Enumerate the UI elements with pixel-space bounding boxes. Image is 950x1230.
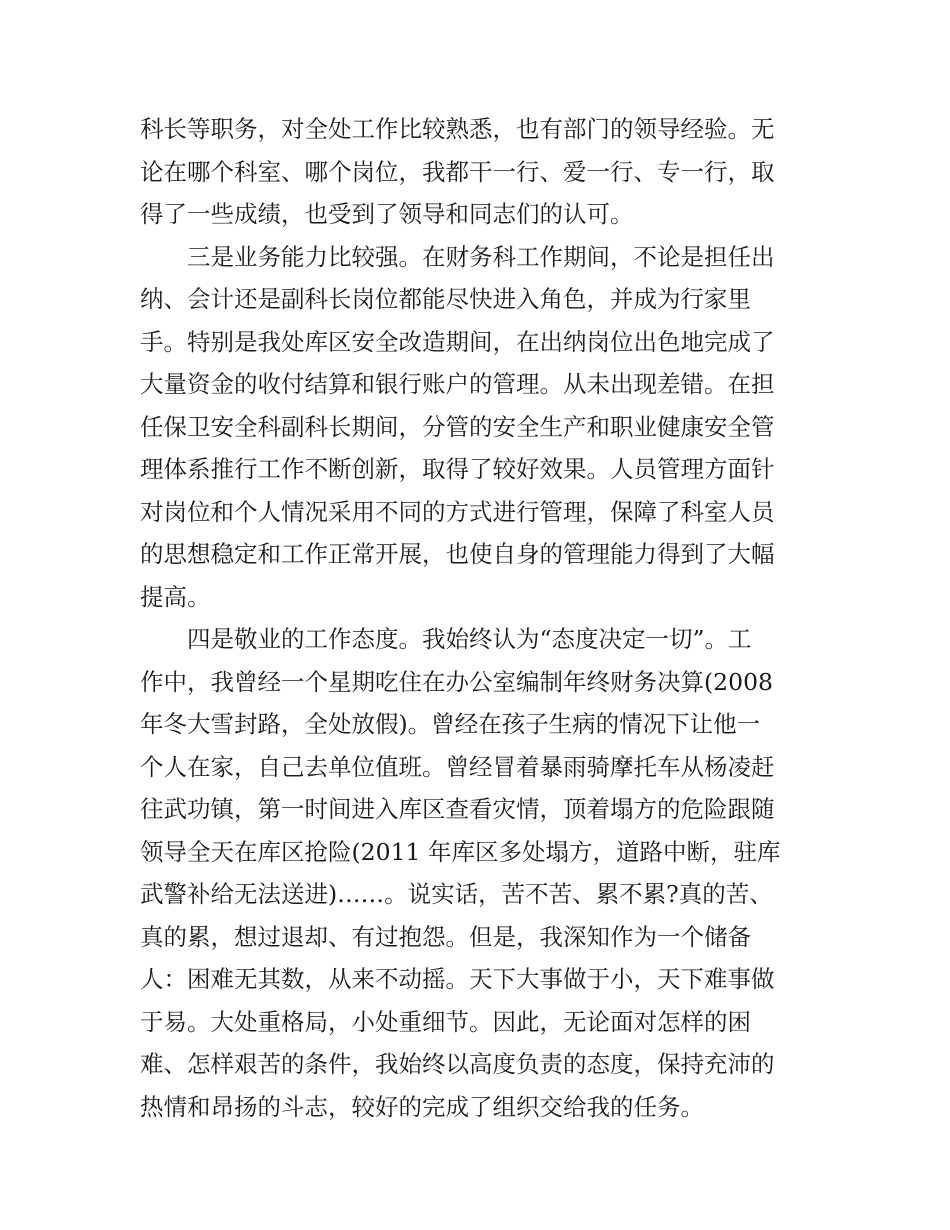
text-line: 年冬大雪封路，全处放假)。曾经在孩子生病的情况下让他一 bbox=[140, 710, 761, 738]
text-line: 论在哪个科室、哪个岗位，我都干一行、爱一行、专一行，取 bbox=[140, 157, 775, 186]
text-line: 个人在家，自己去单位值班。曾经冒着暴雨骑摩托车从杨凌赶 bbox=[140, 752, 775, 781]
paragraph-first-line: 三是业务能力比较强。在财务科工作期间，不论是担任出 bbox=[187, 242, 775, 271]
text-line: 的思想稳定和工作正常开展，也使自身的管理能力得到了大幅 bbox=[140, 540, 775, 568]
text-line: 领导全天在库区抢险(2011 年库区多处塌方，道路中断，驻库 bbox=[140, 837, 781, 866]
text-line: 理体系推行工作不断创新，取得了较好效果。人员管理方面针 bbox=[140, 455, 775, 483]
text-line: 得了一些成绩，也受到了领导和同志们的认可。 bbox=[140, 200, 634, 228]
text-line: 热情和昂扬的斗志，较好的完成了组织交给我的任务。 bbox=[140, 1092, 704, 1121]
text-line: 任保卫安全科副科长期间，分管的安全生产和职业健康安全管 bbox=[140, 412, 775, 441]
text-line: 科长等职务，对全处工作比较熟悉，也有部门的领导经验。无 bbox=[140, 115, 775, 143]
text-line: 手。特别是我处库区安全改造期间，在出纳岗位出色地完成了 bbox=[140, 327, 775, 356]
paragraph-first-line: 四是敬业的工作态度。我始终认为“态度决定一切”。工 bbox=[187, 625, 752, 653]
text-line: 作中，我曾经一个星期吃住在办公室编制年终财务决算(2008 bbox=[140, 667, 773, 696]
text-line: 于易。大处重格局，小处重细节。因此，无论面对怎样的困 bbox=[140, 1007, 751, 1036]
text-line: 纳、会计还是副科长岗位都能尽快进入角色，并成为行家里 bbox=[140, 285, 751, 313]
text-line: 真的累，想过退却、有过抱怨。但是，我深知作为一个储备 bbox=[140, 922, 751, 951]
document-body bbox=[140, 108, 820, 1128]
text-line: 提高。 bbox=[140, 582, 211, 611]
text-line: 往武功镇，第一时间进入库区查看灾情，顶着塌方的危险跟随 bbox=[140, 795, 775, 823]
text-line: 武警补给无法送进)……。说实话，苦不苦、累不累?真的苦、 bbox=[140, 880, 773, 908]
text-line: 难、怎样艰苦的条件，我始终以高度负责的态度，保持充沛的 bbox=[140, 1050, 775, 1078]
text-line: 大量资金的收付结算和银行账户的管理。从未出现差错。在担 bbox=[140, 370, 775, 398]
text-line: 对岗位和个人情况采用不同的方式进行管理，保障了科室人员 bbox=[140, 497, 775, 526]
text-line: 人：困难无其数，从来不动摇。天下大事做于小，天下难事做 bbox=[140, 965, 775, 993]
